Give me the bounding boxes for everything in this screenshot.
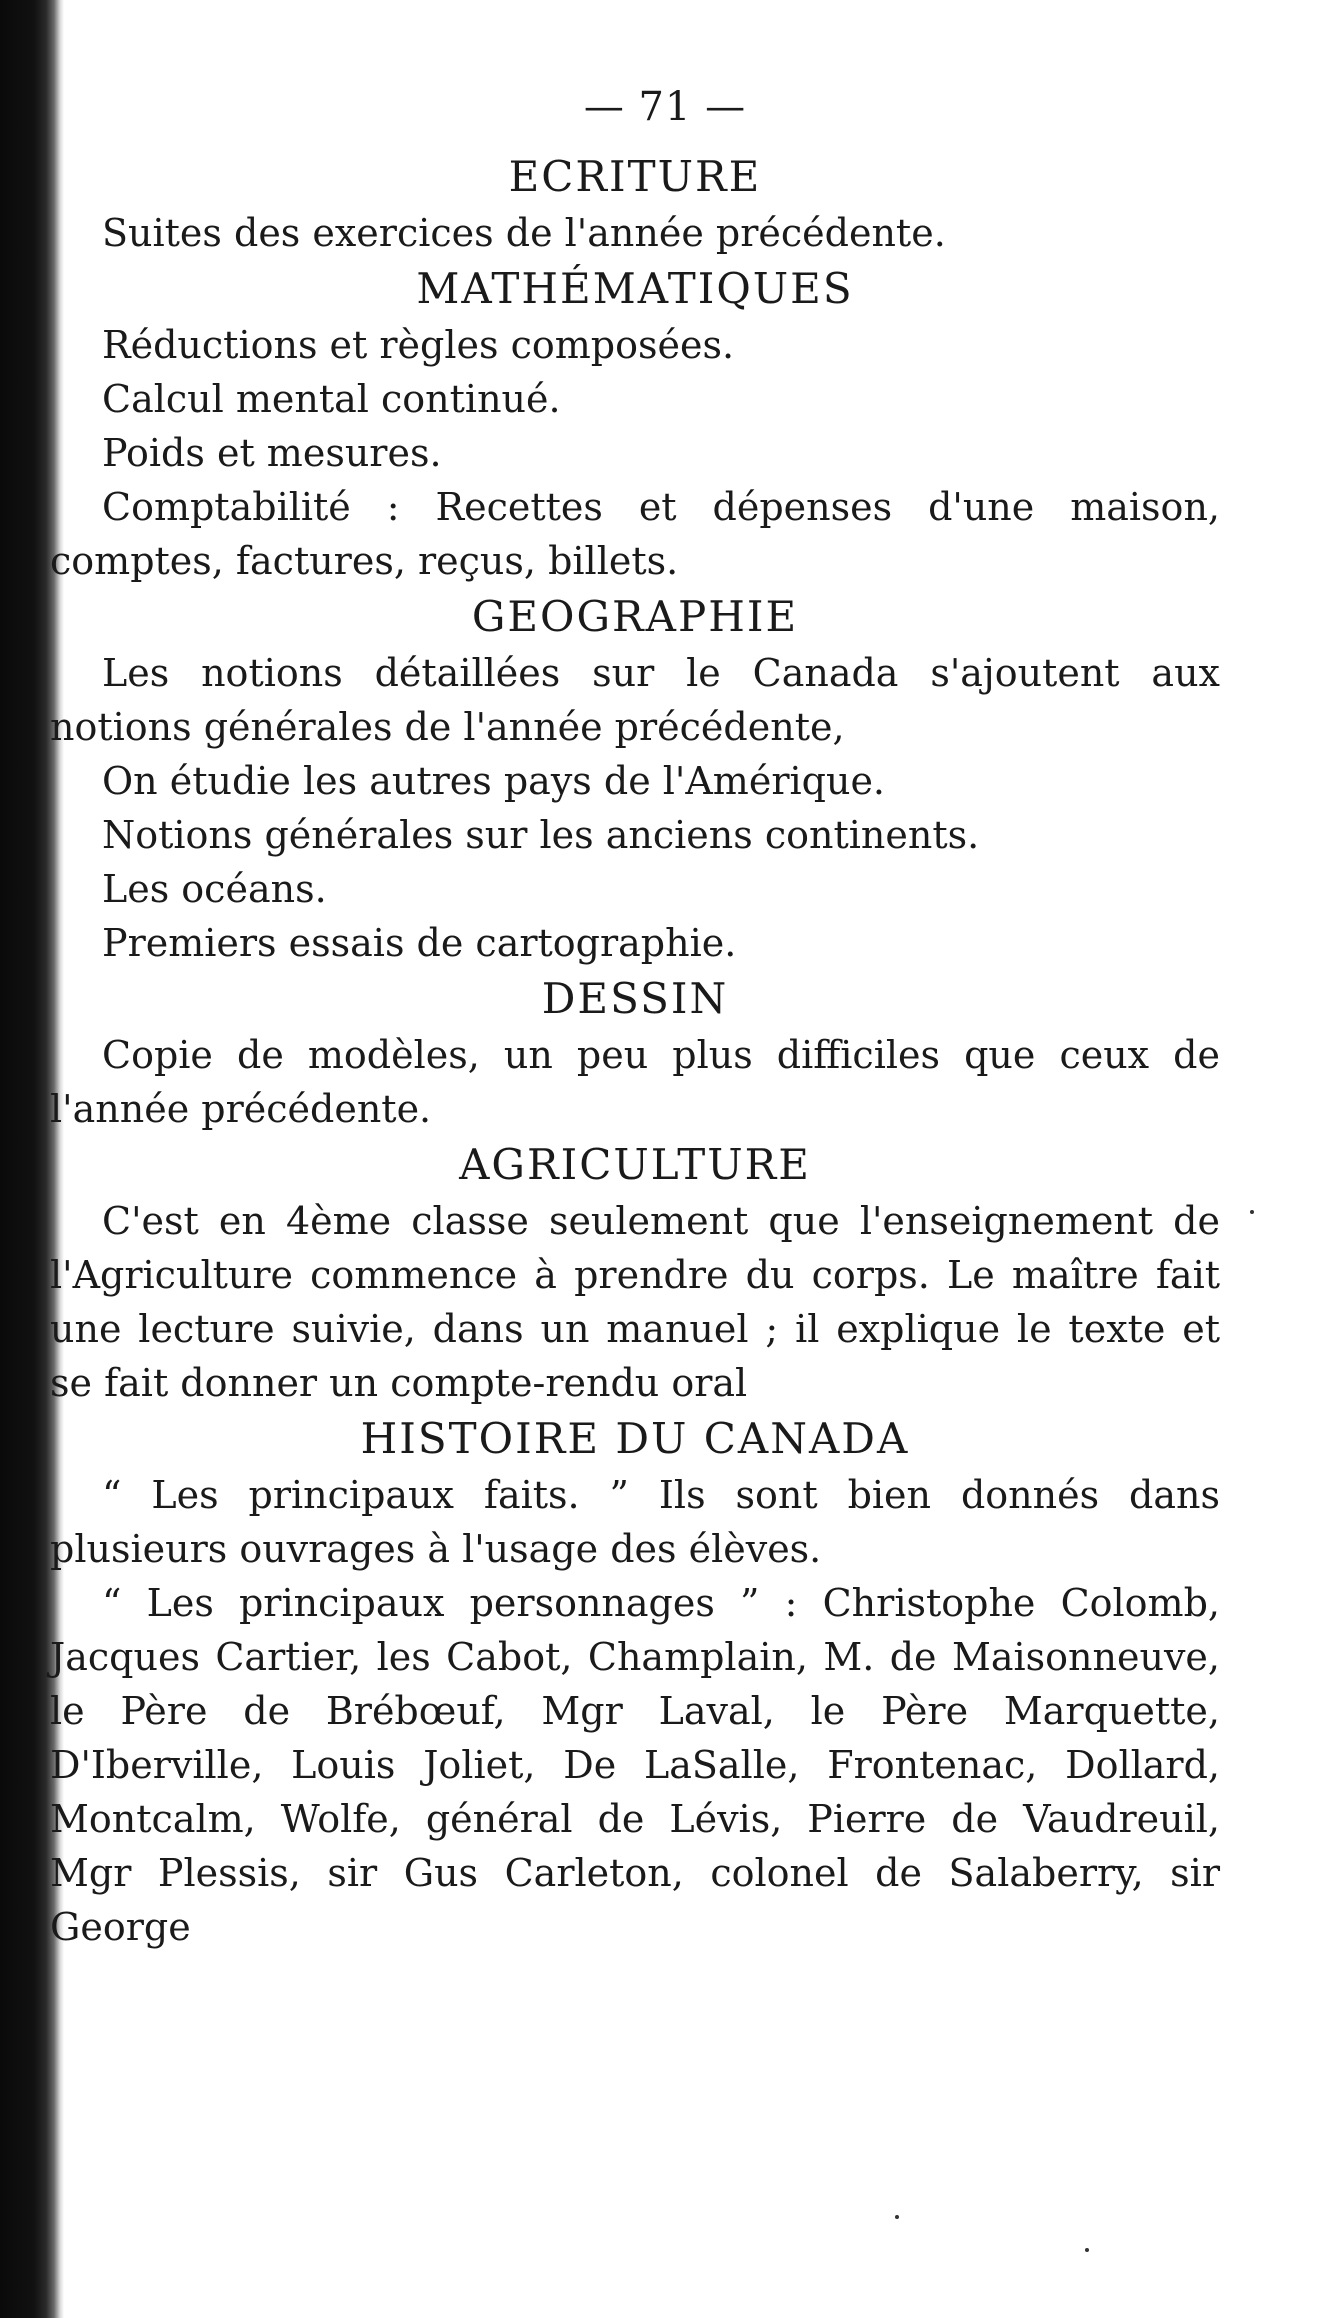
section-geographie [50, 588, 1220, 970]
paragraph: Calcul mental continué. [102, 377, 561, 421]
section-title: GEOGRAPHIE [471, 592, 799, 641]
speck [895, 2215, 899, 2219]
paragraph: Les océans. [102, 867, 327, 911]
section-mathematiques [50, 260, 1220, 588]
paragraph: Notions générales sur les anciens continents. [102, 813, 980, 857]
section-title: MATHÉMATIQUES [416, 264, 854, 313]
paragraph: Copie de modèles, un peu plus difficiles que ceux de l'année précédente. [50, 1033, 1220, 1131]
section-ecriture [50, 148, 1220, 260]
section-title: HISTOIRE DU CANADA [360, 1414, 910, 1463]
document-page [50, 84, 1220, 1954]
section-title: ECRITURE [508, 152, 762, 201]
paragraph: “ Les principaux faits. ” Ils sont bien donnés dans plusieurs ouvrages à l'usage des élèves. [50, 1473, 1220, 1571]
speck [1250, 1210, 1254, 1214]
section-title: DESSIN [541, 974, 729, 1023]
paragraph: “ Les principaux personnages ” : Christophe Colomb, Jacques Cartier, les Cabot, Champlain, M. de Maisonneuve, le Père de Brébœuf, Mgr Laval, le Père Marquette, D'Iberville, Louis Joliet, De LaSalle, Frontenac, Dollard, Montcalm, Wolfe, général de Lévis, Pierre de Vaudreuil, Mgr Plessis, sir Gus Carleton, colonel de Salaberry, sir George [50, 1581, 1220, 1949]
paragraph: On étudie les autres pays de l'Amérique. [102, 759, 886, 803]
paragraph: Réductions et règles composées. [102, 323, 735, 367]
section-histoire-du-canada [50, 1410, 1220, 1954]
paragraph: Poids et mesures. [102, 431, 442, 475]
section-agriculture [50, 1136, 1220, 1410]
paragraph: Les notions détaillées sur le Canada s'ajoutent aux notions générales de l'année précédente, [50, 651, 1220, 749]
paragraph: Premiers essais de cartographie. [102, 921, 737, 965]
speck [1085, 2248, 1089, 2252]
section-title: AGRICULTURE [459, 1140, 811, 1189]
paragraph: C'est en 4ème classe seulement que l'enseignement de l'Agriculture commence à prendre du corps. Le maître fait une lecture suivie, dans un manuel ; il explique le texte et se fait donner un compte-rendu oral [50, 1199, 1220, 1405]
paragraph: Suites des exercices de l'année précédente. [102, 211, 946, 255]
page-number: — 71 — [583, 84, 747, 130]
paragraph: Comptabilité : Recettes et dépenses d'une maison, comptes, factures, reçus, billets. [50, 485, 1220, 583]
section-dessin [50, 970, 1220, 1136]
